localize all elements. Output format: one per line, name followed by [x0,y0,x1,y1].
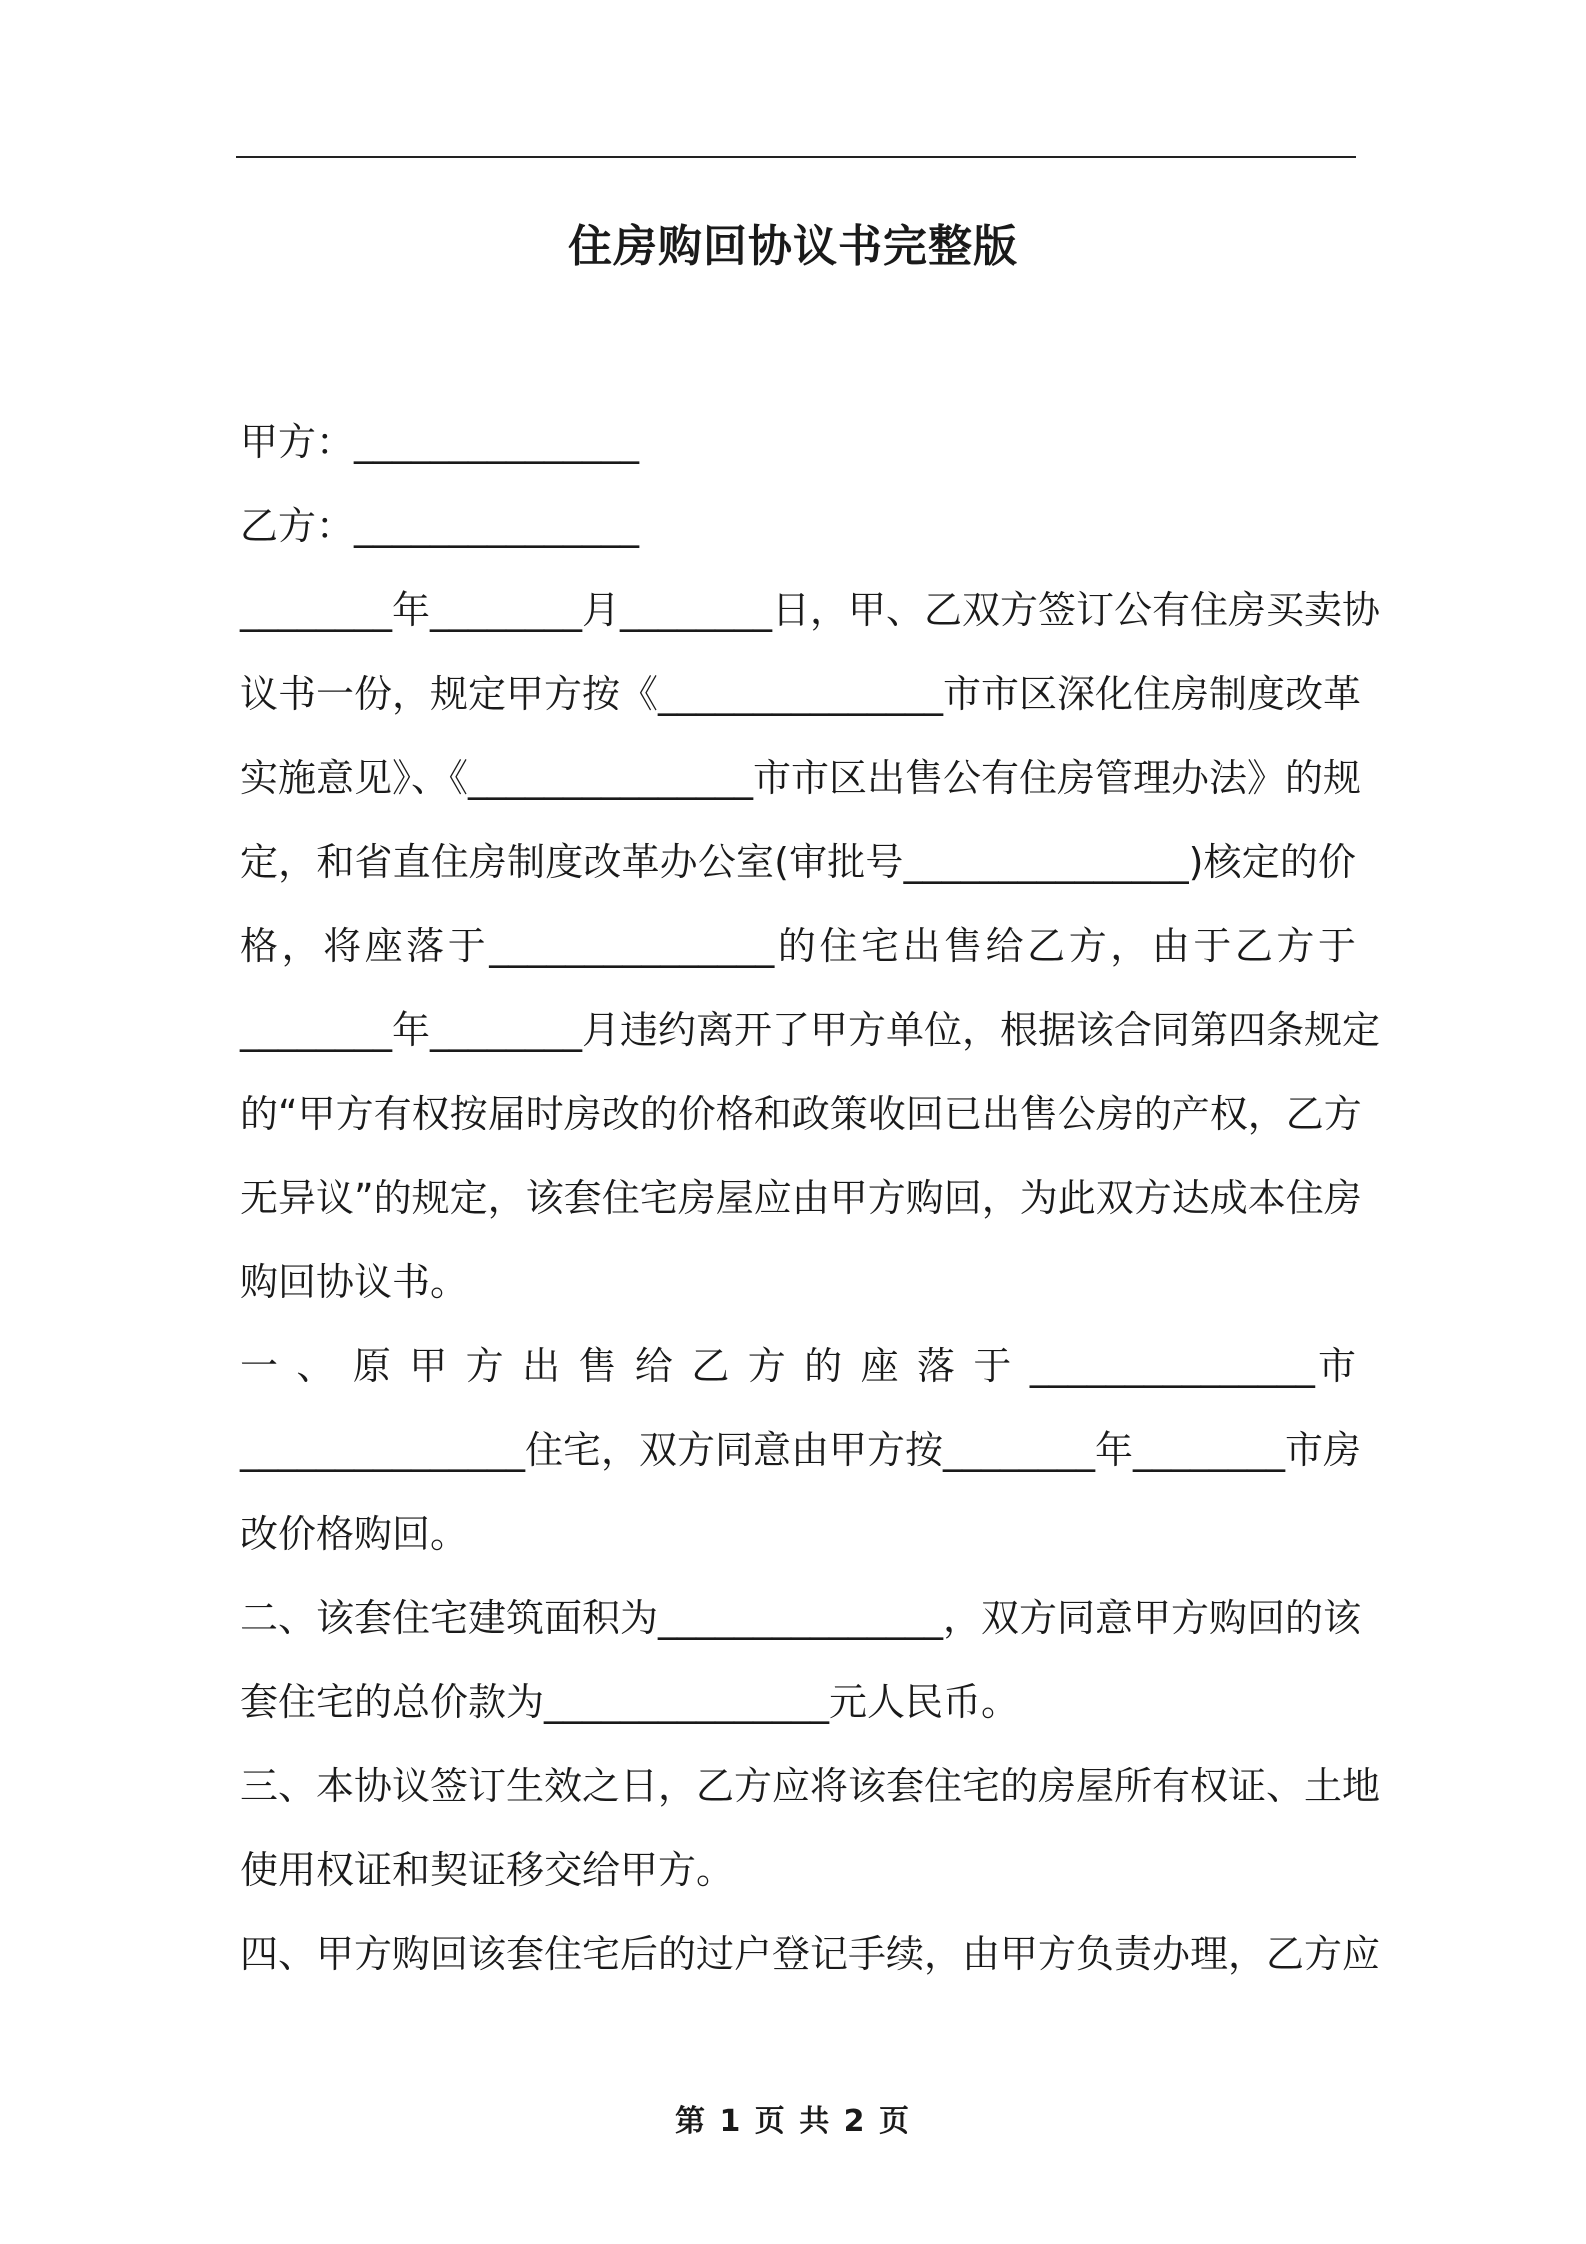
text-line: 无异议”的规定，该套住宅房屋应由甲方购回，为此双方达成本住房 [240,1176,1362,1220]
text-line: ________年________月违约离开了甲方单位，根据该合同第四条规定 [240,1008,1381,1052]
header-rule [236,156,1356,158]
text-line: 议书一份，规定甲方按《_______________市市区深化住房制度改革 [240,672,1362,716]
text-line: 四、甲方购回该套住宅后的过户登记手续，由甲方负责办理，乙方应 [240,1932,1381,1976]
text-line: 使用权证和契证移交给甲方。 [240,1848,735,1892]
text-line: 格，将座落于_______________的住宅出售给乙方，由于乙方于 [240,924,1356,968]
text-line: 的“甲方有权按届时房改的价格和政策收回已出售公房的产权，乙方 [240,1092,1362,1136]
text-line: 二、该套住宅建筑面积为_______________，双方同意甲方购回的该 [240,1596,1362,1640]
document-body [240,400,1381,1996]
text-line: 甲方：_______________ [240,420,640,464]
text-line: ________年________月________日，甲、乙双方签订公有住房买卖协 [240,588,1381,632]
text-line: 乙方：_______________ [240,504,640,548]
document-title: 住房购回协议书完整版 [568,221,1018,272]
text-line: 套住宅的总价款为_______________元人民币。 [240,1680,1020,1724]
text-line: 购回协议书。 [240,1260,469,1304]
text-line: _______________住宅，双方同意由甲方按________年________市房 [240,1428,1362,1472]
text-line: 三、本协议签订生效之日，乙方应将该套住宅的房屋所有权证、土地 [240,1764,1381,1808]
text-line: 实施意见》、《_______________市市区出售公有住房管理办法》的规 [240,756,1362,800]
text-line: 改价格购回。 [240,1512,469,1556]
text-line: 一 、 原 甲 方 出 售 给 乙 方 的 座 落 于 _______________市 [240,1344,1356,1388]
page-number: 第 1 页 共 2 页 [675,2104,911,2139]
text-line: 定，和省直住房制度改革办公室(审批号_______________)核定的价 [240,840,1356,884]
